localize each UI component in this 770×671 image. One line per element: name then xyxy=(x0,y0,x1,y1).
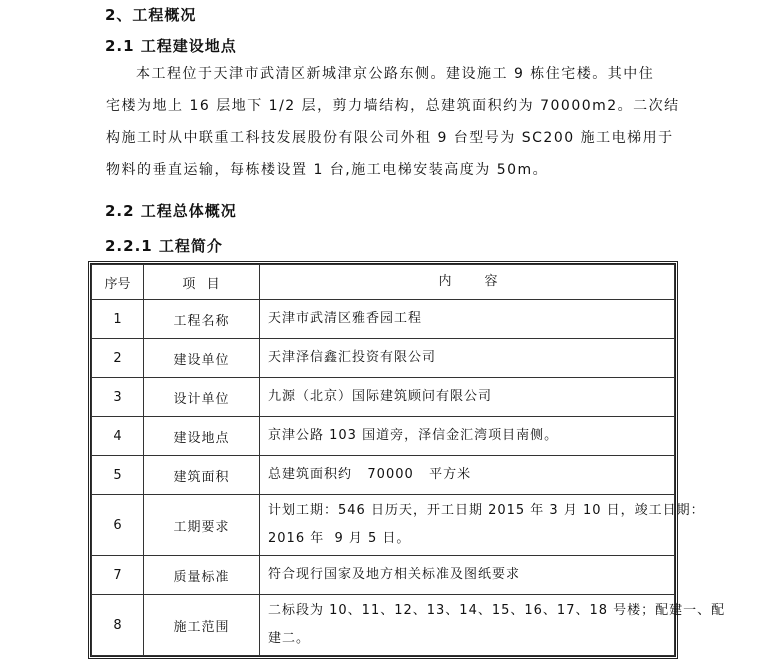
section-heading: 2、工程概况 xyxy=(105,6,197,24)
row-content-line: 建二。 xyxy=(268,631,311,646)
paragraph-line: 物料的垂直运输，每栋楼设置 1 台,施工电梯安装高度为 50m。 xyxy=(106,162,549,178)
row-content xyxy=(260,495,705,556)
table-row xyxy=(92,556,675,595)
row-no: 1 xyxy=(92,300,144,339)
row-item: 工期要求 xyxy=(144,495,260,556)
header-content: 内 容 xyxy=(260,265,675,300)
row-item: 工程名称 xyxy=(144,300,260,339)
header-no: 序号 xyxy=(92,265,144,300)
subsection-heading-intro: 2.2.1 工程简介 xyxy=(105,237,223,255)
row-item: 建设地点 xyxy=(144,417,260,456)
row-no: 2 xyxy=(92,339,144,378)
table-row xyxy=(92,495,675,556)
row-no: 3 xyxy=(92,378,144,417)
row-content-line: 计划工期：546 日历天，开工日期 2015 年 3 月 10 日，竣工日期： xyxy=(268,503,705,518)
row-item: 施工范围 xyxy=(144,595,260,656)
row-no: 8 xyxy=(92,595,144,656)
header-item: 项 目 xyxy=(144,265,260,300)
row-item: 建筑面积 xyxy=(144,456,260,495)
row-content-line: 2016 年 9 月 5 日。 xyxy=(268,531,411,546)
row-no: 7 xyxy=(92,556,144,595)
row-no: 4 xyxy=(92,417,144,456)
project-info-table xyxy=(88,261,726,659)
table-row xyxy=(92,417,675,456)
row-no: 5 xyxy=(92,456,144,495)
paragraph-line: 宅楼为地上 16 层地下 1/2 层，剪力墙结构，总建筑面积约为 70000m2。二次结 xyxy=(106,98,680,114)
table-header-row xyxy=(92,265,675,300)
row-content: 九源（北京）国际建筑顾问有限公司 xyxy=(260,378,675,417)
row-item: 建设单位 xyxy=(144,339,260,378)
row-content: 京津公路 103 国道旁，泽信金汇湾项目南侧。 xyxy=(260,417,675,456)
subsection-heading-location: 2.1 工程建设地点 xyxy=(105,37,237,55)
row-content: 总建筑面积约 70000 平方米 xyxy=(260,456,675,495)
row-content: 天津市武清区雅香园工程 xyxy=(260,300,675,339)
table-row xyxy=(92,339,675,378)
row-content xyxy=(260,595,726,656)
row-no: 6 xyxy=(92,495,144,556)
row-content: 符合现行国家及地方相关标准及图纸要求 xyxy=(260,556,675,595)
subsection-heading-overview: 2.2 工程总体概况 xyxy=(105,202,237,220)
table-row xyxy=(92,378,675,417)
paragraph-line: 构施工时从中联重工科技发展股份有限公司外租 9 台型号为 SC200 施工电梯用于 xyxy=(106,130,674,146)
table-row xyxy=(92,300,675,339)
row-content: 天津泽信鑫汇投资有限公司 xyxy=(260,339,675,378)
location-paragraph xyxy=(106,58,680,186)
row-item: 质量标准 xyxy=(144,556,260,595)
table-row xyxy=(92,456,675,495)
row-item: 设计单位 xyxy=(144,378,260,417)
table-row xyxy=(92,595,675,656)
row-content-line: 二标段为 10、11、12、13、14、15、16、17、18 号楼；配建一、配 xyxy=(268,603,726,618)
paragraph-line: 本工程位于天津市武清区新城津京公路东侧。建设施工 9 栋住宅楼。其中住 xyxy=(136,66,655,82)
